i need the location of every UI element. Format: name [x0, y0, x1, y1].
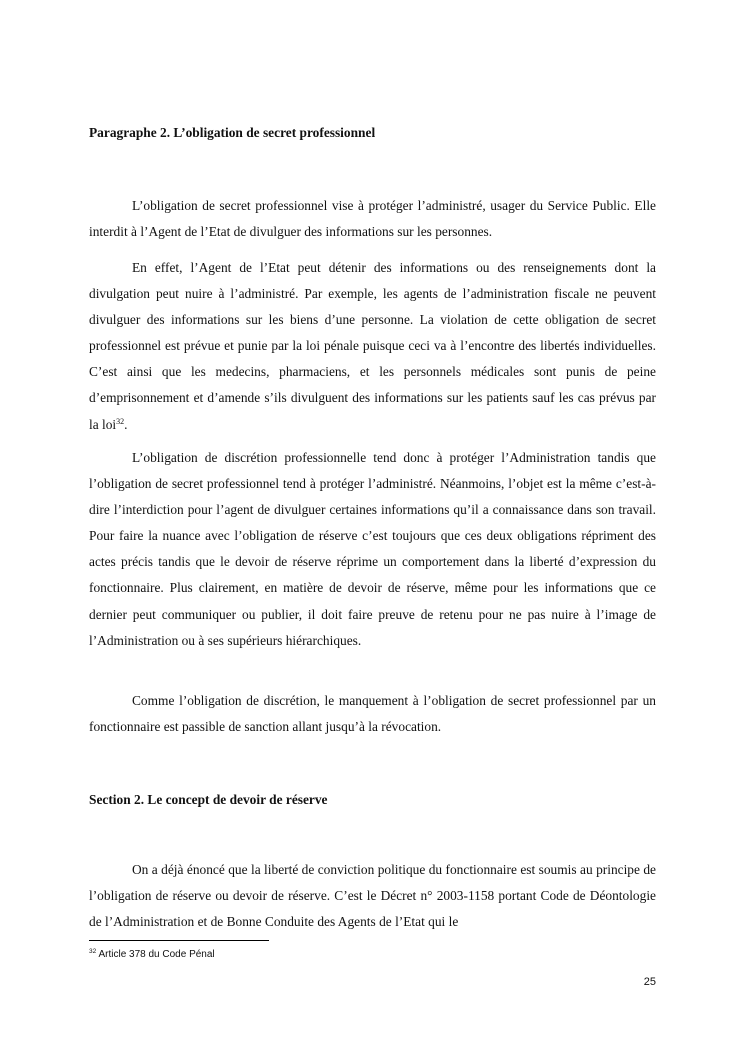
paragraph-4: Comme l’obligation de discrétion, le manquement à l’obligation de secret professionnel par un fonctionnaire est passible de sanction allant jusqu’à la révocation. — [89, 693, 656, 735]
footnote-text: Article 378 du Code Pénal — [98, 949, 215, 960]
footnote-separator — [89, 940, 269, 941]
heading-section-2: Section 2. Le concept de devoir de réserve — [89, 792, 328, 807]
page-number: 25 — [643, 976, 656, 988]
paragraph-5: On a déjà énoncé que la liberté de conviction politique du fonctionnaire est soumis au principe de l’obligation de réserve ou devoir de réserve. C’est le Décret n° 2003-1158 portant Code de Déontologie de l’Administration et de Bonne Conduite des Agents de l’Etat qui le — [89, 862, 656, 930]
paragraph-3: L’obligation de discrétion professionnelle tend donc à protéger l’Administration tandis que l’obligation de secret professionnel tend à protéger l’administré. Néanmoins, l’objet est la même c’est-à-dire l’interdiction pour l’agent de divulguer certaines informations qu’il a connaissance dans son travail. Pour faire la nuance avec l’obligation de réserve c’est toujours que ces deux obligations répriment des actes précis tandis que le devoir de réserve réprime un comportement dans la liberté d’expression du fonctionnaire. Plus clairement, en matière de devoir de réserve, même pour les informations que ce dernier peut communiquer ou publier, il doit faire preuve de retenu pour ne pas nuire à l’image de l’Administration ou à ses supérieurs hiérarchiques. — [89, 450, 656, 648]
paragraph-1: L’obligation de secret professionnel vise à protéger l’administré, usager du Service Public. Elle interdit à l’Agent de l’Etat de divulguer des informations sur les personnes. — [89, 198, 656, 240]
footnote — [89, 948, 215, 962]
footnote-reference[interactable]: 32 — [116, 416, 125, 426]
paragraph-2-end: . — [124, 416, 128, 432]
footnote-number: 32 — [89, 948, 97, 955]
paragraph-2 — [89, 255, 656, 438]
heading-paragraphe-2: Paragraphe 2. L’obligation de secret professionnel — [89, 125, 376, 140]
paragraph-2-text: En effet, l’Agent de l’Etat peut détenir des informations ou des renseignements dont la divulgation peut nuire à l’administré. Par exemple, les agents de l’administration fiscale ne peuvent divulguer des informations sur les biens d’une personne. La violation de cette obligation de secret professionnel est prévue et punie par la loi pénale puisque ceci va à l’encontre des libertés individuelles. C’est ainsi que les medecins, pharmaciens, et les personnels médicales sont punis de peine d’emprisonnement et d’amende s’ils divulguent des informations sur les patients sauf les cas prévus par la loi — [89, 260, 656, 432]
